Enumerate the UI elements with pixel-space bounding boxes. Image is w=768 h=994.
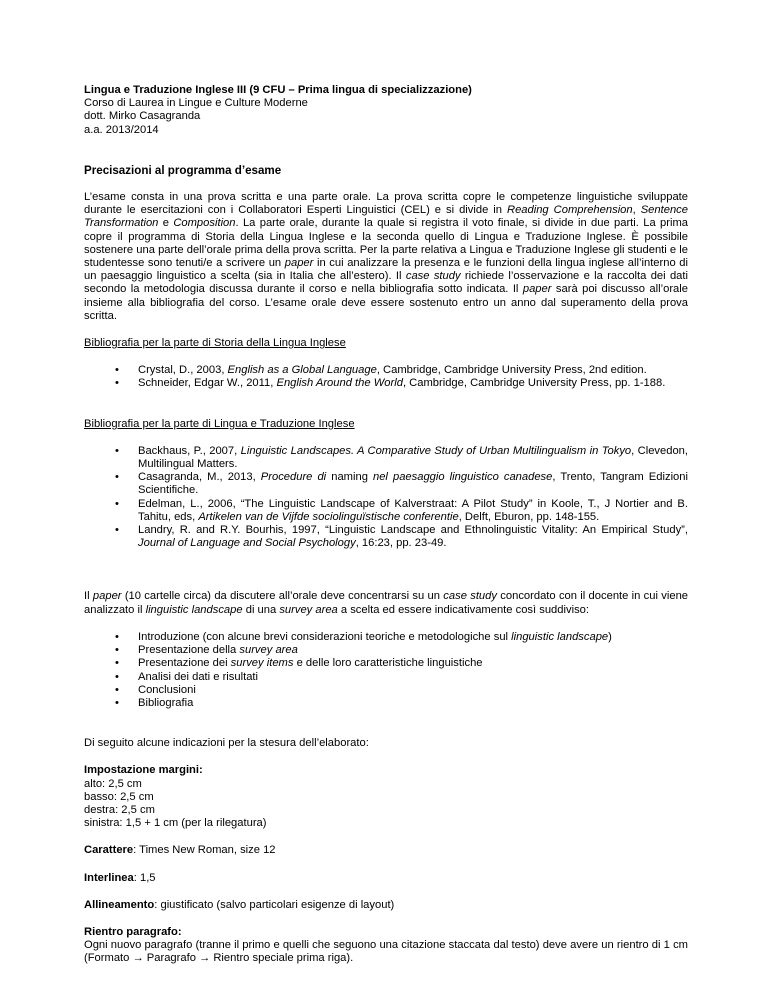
bib-lingua-item: • Edelman, L., 2006, “The Linguistic Landscape of Kalverstraat: A Pilot Study” in Koole, T., J Nortier and B. Tahitu, eds, Artikelen van de Vijfde sociolinguïstische conferentie, Delft, Eburon, pp. 148-155. — [115, 497, 688, 523]
indent-text: Ogni nuovo paragrafo (tranne il primo e quelli che seguono una citazione staccata dal testo) deve avere un rientro di 1 cm (Formato → Paragrafo → Rientro speciale prima riga). — [84, 939, 688, 965]
course-header — [84, 84, 688, 137]
intro-paragraph: L’esame consta in una prova scritta e una parte orale. La prova scritta copre le competenze linguistiche sviluppate durante le esercitazioni con i Collaboratori Esperti Linguistici (CEL) e si divide in Reading Comprehension, Sentence Transformation e Composition. La parte orale, durante la quale si registra il voto finale, si divide in due parti. La prima copre il programma di Storia della Lingua Inglese e la seconda quello di Lingua e Traduzione Inglese. È possibile sostenere una parte dell’orale prima della prova scritta. Per la parte relativa a Lingua e Traduzione Inglese gli studenti e le studentesse sono tenuti/e a scrivere un paper in cui analizzare la presenza e le funzioni della lingua inglese all’interno di un paesaggio linguistico a scelta (sia in Italia che all’estero). Il case study richiede l’osservazione e la raccolta dei dati secondo la metodologia discussa durante il corso e nella bibliografia sotto indicata. Il paper sarà poi discusso all’orale insieme alla bibliografia del corso. L’esame orale deve essere sostenuto entro un anno dal superamento della prova scritta. — [84, 191, 689, 322]
arrow-right-icon: → — [132, 952, 144, 965]
structure-item: • Presentazione della survey area — [115, 644, 298, 657]
bib-lingua-item: • Backhaus, P., 2007, Linguistic Landscapes. A Comparative Study of Urban Multilingualism in Tokyo, Clevedon, Multilingual Matters. — [115, 444, 689, 471]
guidelines-intro: Di seguito alcune indicazioni per la stesura dell’elaborato: — [84, 737, 369, 750]
structure-item: • Bibliografia — [115, 696, 194, 709]
margins-block — [84, 764, 688, 830]
course-title: Lingua e Traduzione Inglese III (9 CFU – Prima lingua di specializzazione) — [84, 84, 472, 96]
bib-storia-item: • Schneider, Edgar W., 2011, English Around the World, Cambridge, Cambridge University Press, pp. 1-188. — [115, 377, 666, 390]
structure-item: • Introduzione (con alcune brevi considerazioni teoriche e metodologiche sul linguistic landscape) — [115, 630, 612, 643]
bib-storia-list — [84, 364, 688, 390]
degree-name: Corso di Laurea in Lingue e Culture Moderne — [84, 97, 308, 110]
bib-lingua-item: • Casagranda, M., 2013, Procedure di naming nel paesaggio linguistico canadese, Trento, Tangram Edizioni Scientifiche. — [115, 471, 688, 497]
bib-lingua-item: • Landry, R. and R.Y. Bourhis, 1997, “Linguistic Landscape and Ethnolinguistic Vitality: An Empirical Study”, Journal of Language and Social Psychology, 16:23, pp. 23-49. — [115, 524, 688, 550]
margin-right: destra: 2,5 cm — [84, 803, 155, 816]
font-setting: Carattere: Times New Roman, size 12 — [84, 844, 276, 857]
document-page — [84, 84, 688, 966]
paper-paragraph: Il paper (10 cartelle circa) da discutere all’orale deve concentrarsi su un case study concordato con il docente in cui viene analizzato il linguistic landscape di una survey area a scelta ed essere indicativamente così suddiviso: — [84, 590, 689, 616]
alignment-setting: Allineamento: giustificato (salvo particolari esigenze di layout) — [84, 898, 395, 911]
structure-item: • Analisi dei dati e risultati — [115, 670, 259, 683]
bib-storia-heading: Bibliografia per la parte di Storia della Lingua Inglese — [84, 337, 346, 350]
indent-block — [84, 926, 688, 966]
bib-storia-item: • Crystal, D., 2003, English as a Global Language, Cambridge, Cambridge University Press, 2nd edition. — [115, 364, 647, 377]
margin-bottom: basso: 2,5 cm — [84, 790, 154, 803]
paper-structure-list — [84, 631, 688, 710]
structure-item: • Presentazione dei survey items e delle loro caratteristiche linguistiche — [115, 657, 483, 670]
indent-label: Rientro paragrafo: — [84, 925, 182, 938]
professor-name: dott. Mirko Casagranda — [84, 110, 201, 123]
margin-top: alto: 2,5 cm — [84, 777, 142, 790]
academic-year: a.a. 2013/2014 — [84, 123, 159, 136]
bib-lingua-list — [84, 445, 688, 551]
margins-label: Impostazione margini: — [84, 764, 203, 777]
structure-item: • Conclusioni — [115, 683, 196, 696]
bib-lingua-heading: Bibliografia per la parte di Lingua e Traduzione Inglese — [84, 417, 355, 430]
section-title: Precisazioni al programma d’esame — [84, 163, 282, 177]
spacing-setting: Interlinea: 1,5 — [84, 871, 156, 884]
margin-left: sinistra: 1,5 + 1 cm (per la rilegatura) — [84, 817, 267, 830]
arrow-right-icon: → — [199, 952, 211, 965]
